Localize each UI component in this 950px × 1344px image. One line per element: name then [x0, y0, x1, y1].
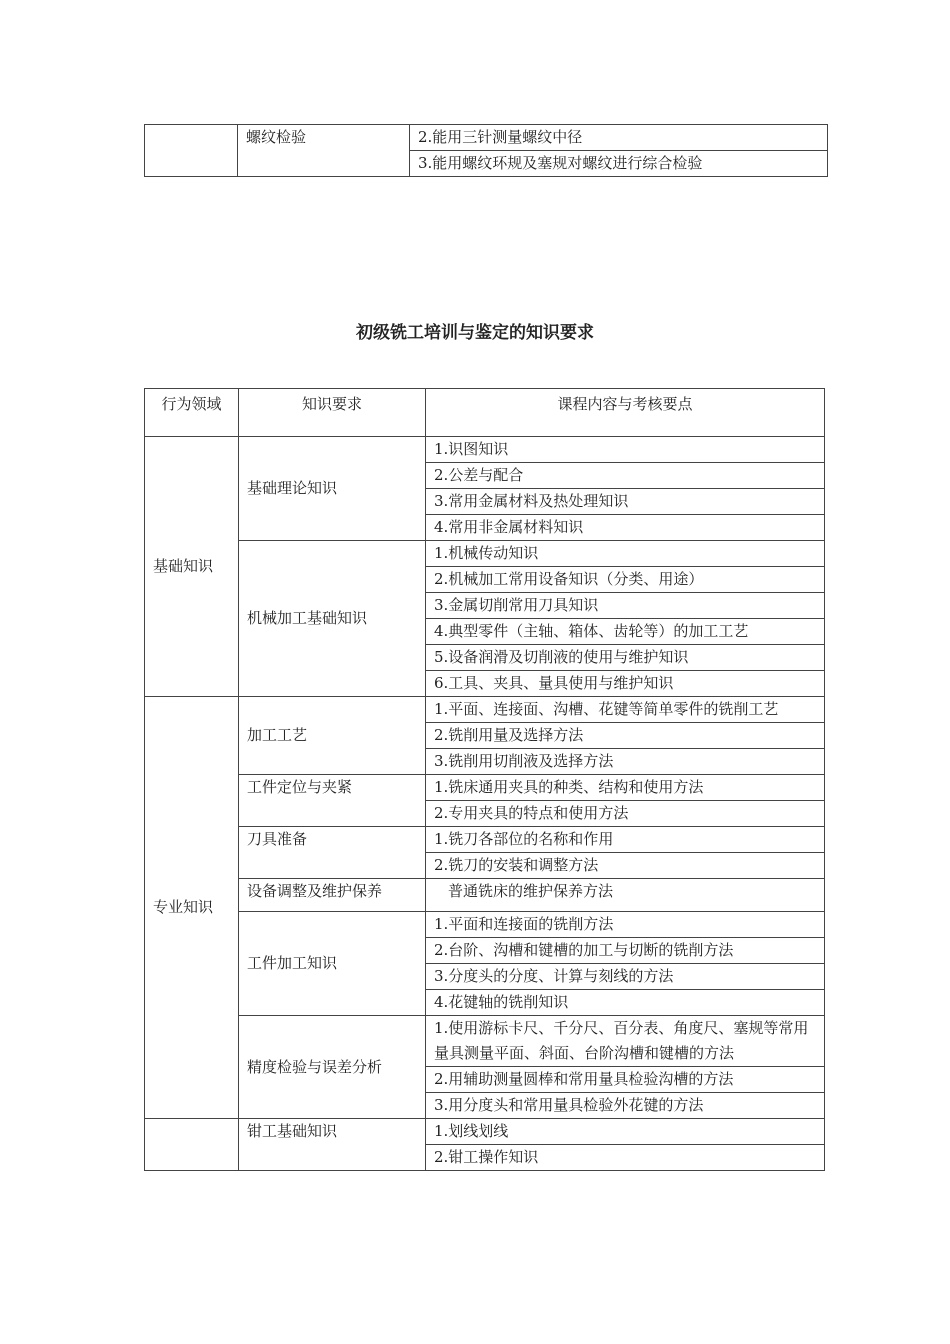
table-row	[145, 1016, 825, 1067]
content-cell: 普通铣床的维护保养方法	[426, 879, 825, 912]
column-header: 行为领域	[145, 389, 239, 437]
content-cell: 1.铣床通用夹具的种类、结构和使用方法	[426, 775, 825, 801]
table-row	[145, 775, 825, 801]
knowledge-cell: 钳工基础知识	[239, 1119, 426, 1171]
table-row	[145, 1119, 825, 1145]
content-cell: 1.使用游标卡尺、千分尺、百分表、角度尺、塞规等常用量具测量平面、斜面、台阶沟槽和键槽的方法	[426, 1016, 825, 1067]
page-title: 初级铣工培训与鉴定的知识要求	[356, 323, 594, 343]
knowledge-cell: 刀具准备	[239, 827, 426, 879]
continuation-table	[144, 124, 828, 177]
content-cell: 2.用辅助测量圆棒和常用量具检验沟槽的方法	[426, 1067, 825, 1093]
domain-cell	[145, 1119, 239, 1171]
content-cell: 1.平面和连接面的铣削方法	[426, 912, 825, 938]
content-cell: 4.常用非金属材料知识	[426, 515, 825, 541]
table-row	[145, 125, 828, 151]
content-cell: 4.典型零件（主轴、箱体、齿轮等）的加工工艺	[426, 619, 825, 645]
content-cell: 1.识图知识	[426, 437, 825, 463]
table-row	[145, 912, 825, 938]
column-header: 课程内容与考核要点	[426, 389, 825, 437]
content-cell: 2.钳工操作知识	[426, 1145, 825, 1171]
knowledge-cell: 机械加工基础知识	[239, 541, 426, 697]
knowledge-requirements-table	[144, 388, 825, 1171]
knowledge-cell: 工件定位与夹紧	[239, 775, 426, 827]
content-cell: 3.用分度头和常用量具检验外花键的方法	[426, 1093, 825, 1119]
content-cell: 2.台阶、沟槽和键槽的加工与切断的铣削方法	[426, 938, 825, 964]
knowledge-cell: 精度检验与误差分析	[239, 1016, 426, 1119]
table-row	[145, 437, 825, 463]
table-row	[145, 827, 825, 853]
content-cell: 6.工具、夹具、量具使用与维护知识	[426, 671, 825, 697]
table-row	[145, 697, 825, 723]
content-cell: 2.机械加工常用设备知识（分类、用途）	[426, 567, 825, 593]
content-cell: 1.铣刀各部位的名称和作用	[426, 827, 825, 853]
item-cell: 2.能用三针测量螺纹中径	[410, 125, 828, 151]
domain-cell	[145, 125, 238, 177]
content-cell: 3.常用金属材料及热处理知识	[426, 489, 825, 515]
knowledge-cell: 加工工艺	[239, 697, 426, 775]
content-cell: 1.平面、连接面、沟槽、花键等简单零件的铣削工艺	[426, 697, 825, 723]
item-cell: 3.能用螺纹环规及塞规对螺纹进行综合检验	[410, 151, 828, 177]
domain-cell: 专业知识	[145, 697, 239, 1119]
content-cell: 3.铣削用切削液及选择方法	[426, 749, 825, 775]
table-header-row	[145, 389, 825, 437]
knowledge-cell: 设备调整及维护保养	[239, 879, 426, 912]
content-cell: 2.铣削用量及选择方法	[426, 723, 825, 749]
content-cell: 1.划线划线	[426, 1119, 825, 1145]
domain-cell: 基础知识	[145, 437, 239, 697]
content-cell: 3.金属切削常用刀具知识	[426, 593, 825, 619]
content-cell: 4.花键轴的铣削知识	[426, 990, 825, 1016]
knowledge-cell: 工件加工知识	[239, 912, 426, 1016]
content-cell: 2.专用夹具的特点和使用方法	[426, 801, 825, 827]
table-row	[145, 879, 825, 912]
content-cell: 1.机械传动知识	[426, 541, 825, 567]
subarea-cell: 螺纹检验	[238, 125, 410, 177]
knowledge-cell: 基础理论知识	[239, 437, 426, 541]
table-row	[145, 541, 825, 567]
column-header: 知识要求	[239, 389, 426, 437]
content-cell: 3.分度头的分度、计算与刻线的方法	[426, 964, 825, 990]
content-cell: 2.公差与配合	[426, 463, 825, 489]
content-cell: 2.铣刀的安装和调整方法	[426, 853, 825, 879]
content-cell: 5.设备润滑及切削液的使用与维护知识	[426, 645, 825, 671]
